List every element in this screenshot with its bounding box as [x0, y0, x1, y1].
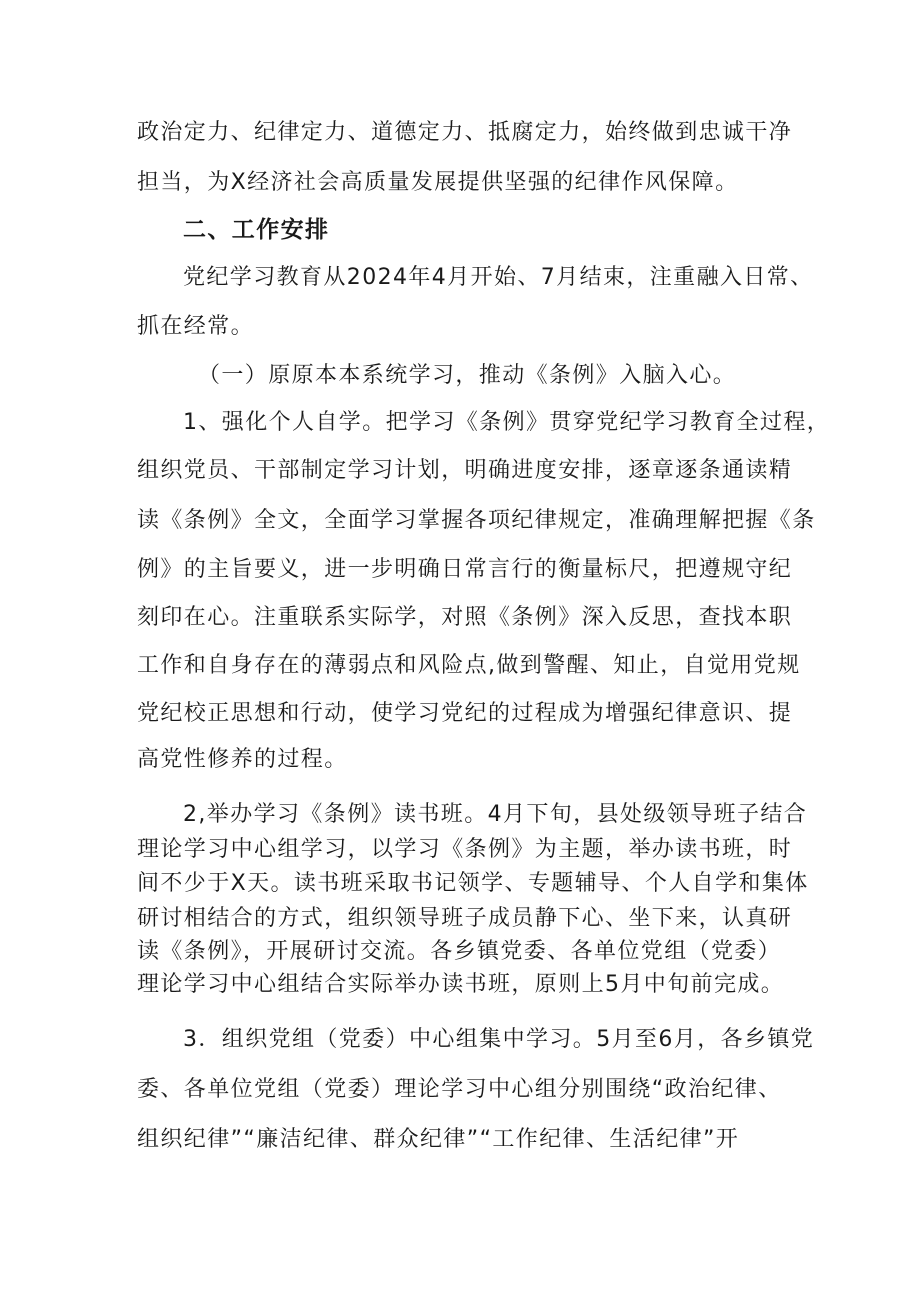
subsection-heading: （一）原原本本系统学习，推动《条例》入脑入心。	[198, 363, 737, 388]
item1-line-2: 组织党员、干部制定学习计划，明确进度安排，逐章逐条通读精	[137, 458, 793, 483]
item1-line-5: 刻印在心。注重联系实际学，对照《条例》深入反思，查找本职	[137, 605, 793, 630]
overview-line-1: 党纪学习教育从2024年4月开始、7月结束，注重融入日常、	[183, 265, 814, 290]
item1-line-4: 例》的主旨要义，进一步明确日常言行的衡量标尺，把遵规守纪	[137, 557, 793, 582]
overview-line-2: 抓在经常。	[137, 314, 255, 339]
item1-line-8: 高党性修养的过程。	[137, 747, 348, 772]
intro-line-2: 担当，为X经济社会高质量发展提供坚强的纪律作风保障。	[137, 170, 739, 195]
item1-line-3: 读《条例》全文，全面学习掌握各项纪律规定，准确理解把握《条	[137, 508, 816, 533]
item1-line-6: 工作和自身存在的薄弱点和风险点,做到警醒、知止，自觉用党规	[137, 653, 801, 678]
item2-line-4: 研讨相结合的方式，组织领导班子成员静下心、坐下来，认真研	[137, 906, 793, 931]
item3-line-3: 组织纪律”“廉洁纪律、群众纪律”“工作纪律、生活纪律”开	[137, 1127, 740, 1152]
item2-line-3: 间不少于X天。读书班采取书记领学、专题辅导、个人自学和集体	[137, 871, 809, 896]
item1-line-7: 党纪校正思想和行动，使学习党纪的过程成为增强纪律意识、提	[137, 701, 793, 726]
item2-line-2: 理论学习中心组学习，以学习《条例》为主题，举办读书班，时	[137, 837, 793, 862]
item2-line-5: 读《条例》，开展研讨交流。各乡镇党委、各单位党组（党委）	[137, 939, 782, 964]
item3-line-1: 3．组织党组（党委）中心组集中学习。5月至6月，各乡镇党	[183, 1027, 815, 1052]
item1-line-1: 1、强化个人自学。把学习《条例》贯穿党纪学习教育全过程，	[183, 410, 831, 435]
intro-line-1: 政治定力、纪律定力、道德定力、抵腐定力，始终做到忠诚干净	[137, 120, 793, 145]
item2-line-6: 理论学习中心组结合实际举办读书班，原则上5月中旬前完成。	[137, 972, 785, 997]
section-heading: 二、工作安排	[183, 217, 330, 243]
item3-line-2: 委、各单位党组（党委）理论学习中心组分别围绕“政治纪律、	[137, 1077, 782, 1102]
item2-line-1: 2,举办学习《条例》读书班。4月下旬，县处级领导班子结合	[183, 802, 808, 827]
